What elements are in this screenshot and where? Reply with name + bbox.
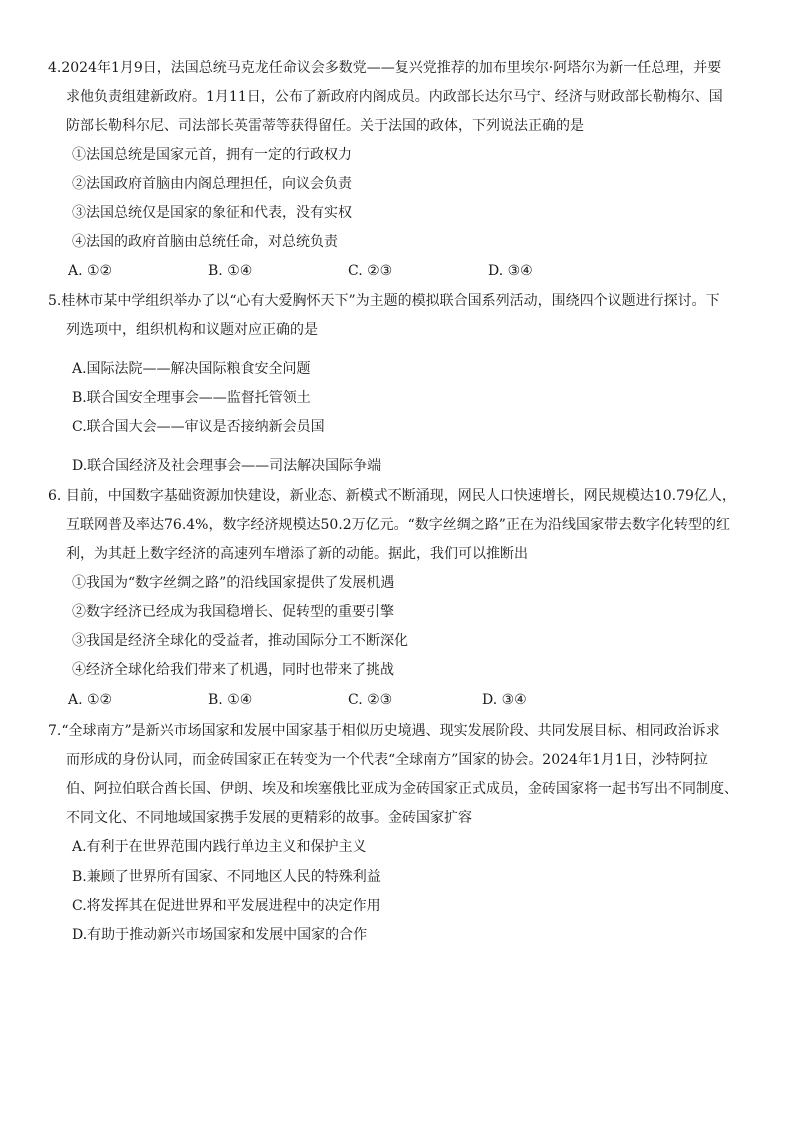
choice-d: D.有助于推动新兴市场国家和发展中国家的合作 [72, 927, 368, 943]
statement-4: ④法国的政府首脑由总统任命，对总统负责 [72, 234, 338, 250]
statement-1: ①我国为“数字丝绸之路”的沿线国家提供了发展机遇 [72, 575, 395, 591]
question-number: 4. [48, 60, 62, 76]
choice-b: B. ①④ [208, 692, 253, 708]
choice-a: A. ①② [68, 263, 113, 279]
choice-d: D. ③④ [482, 692, 527, 708]
choice-c: C. ②③ [348, 263, 393, 279]
question-7-line-4: 不同文化、不同地域国家携手发展的更精彩的故事。金砖国家扩容 [66, 810, 472, 826]
statement-3: ③法国总统仅是国家的象征和代表，没有实权 [72, 205, 352, 221]
question-6-line-1: 6. 目前，中国数字基础资源加快建设，新业态、新模式不断涌现，网民人口快速增长，网民规模达10.79亿人， [48, 488, 736, 504]
statement-2: ②法国政府首脑由内阁总理担任，向议会负责 [72, 176, 352, 192]
question-number: 6. [48, 488, 62, 504]
question-4-line-2: 求他负责组建新政府。1月11日，公布了新政府内阁成员。内政部长达尔马宁、经济与财政部长勒梅尔、国 [66, 89, 723, 105]
choice-c: C.将发挥其在促进世界和平发展进程中的决定作用 [72, 898, 381, 914]
choice-b: B.兼顾了世界所有国家、不同地区人民的特殊利益 [72, 869, 381, 885]
statement-3: ③我国是经济全球化的受益者，推动国际分工不断深化 [72, 633, 408, 649]
question-7-line-2: 而形成的身份认同，而金砖国家正在转变为一个代表“全球南方”国家的协会。2024年1月1日，沙特阿拉 [66, 752, 708, 768]
question-5-line-1: 5.桂林市某中学组织举办了以“心有大爱胸怀天下”为主题的模拟联合国系列活动，围绕四个议题进行探讨。下 [48, 293, 720, 309]
choice-b: B. ①④ [208, 263, 253, 279]
question-4-line-1: 4.2024年1月9日，法国总统马克龙任命议会多数党——复兴党推荐的加布里埃尔·阿塔尔为新一任总理，并要 [48, 60, 722, 76]
statement-2: ②数字经济已经成为我国稳增长、促转型的重要引擎 [72, 604, 394, 620]
statement-1: ①法国总统是国家元首，拥有一定的行政权力 [72, 147, 352, 163]
choice-b: B.联合国安全理事会——监督托管领土 [72, 390, 311, 406]
choice-a: A.国际法院——解决国际粮食安全问题 [72, 361, 311, 377]
choice-d: D. ③④ [488, 263, 533, 279]
choice-c: C.联合国大会——审议是否接纳新会员国 [72, 419, 325, 435]
statement-4: ④经济全球化给我们带来了机遇，同时也带来了挑战 [72, 662, 394, 678]
question-5-line-2: 列选项中，组织机构和议题对应正确的是 [66, 322, 318, 338]
question-6-line-3: 利，为其赶上数字经济的高速列车增添了新的动能。据此，我们可以推断出 [66, 546, 528, 562]
question-number: 7. [48, 723, 62, 739]
question-7-line-1: 7.“全球南方”是新兴市场国家和发展中国家基于相似历史境遇、现实发展阶段、共同发展目标、相同政治诉求 [48, 723, 720, 739]
choice-d: D.联合国经济及社会理事会——司法解决国际争端 [72, 458, 382, 474]
choice-a: A.有利于在世界范围内践行单边主义和保护主义 [72, 839, 367, 855]
question-6-line-2: 互联网普及率达76.4%，数字经济规模达50.2万亿元。“数字丝绸之路”正在为沿线国家带去数字化转型的红 [66, 517, 730, 533]
choice-a: A. ①② [68, 692, 113, 708]
question-7-line-3: 伯、阿拉伯联合酋长国、伊朗、埃及和埃塞俄比亚成为金砖国家正式成员，金砖国家将一起书写出不同制度、 [66, 781, 738, 797]
choice-c: C. ②③ [348, 692, 393, 708]
question-number: 5. [48, 293, 62, 309]
question-4-line-3: 防部长勒科尔尼、司法部长英雷蒂等获得留任。关于法国的政体，下列说法正确的是 [66, 118, 584, 134]
